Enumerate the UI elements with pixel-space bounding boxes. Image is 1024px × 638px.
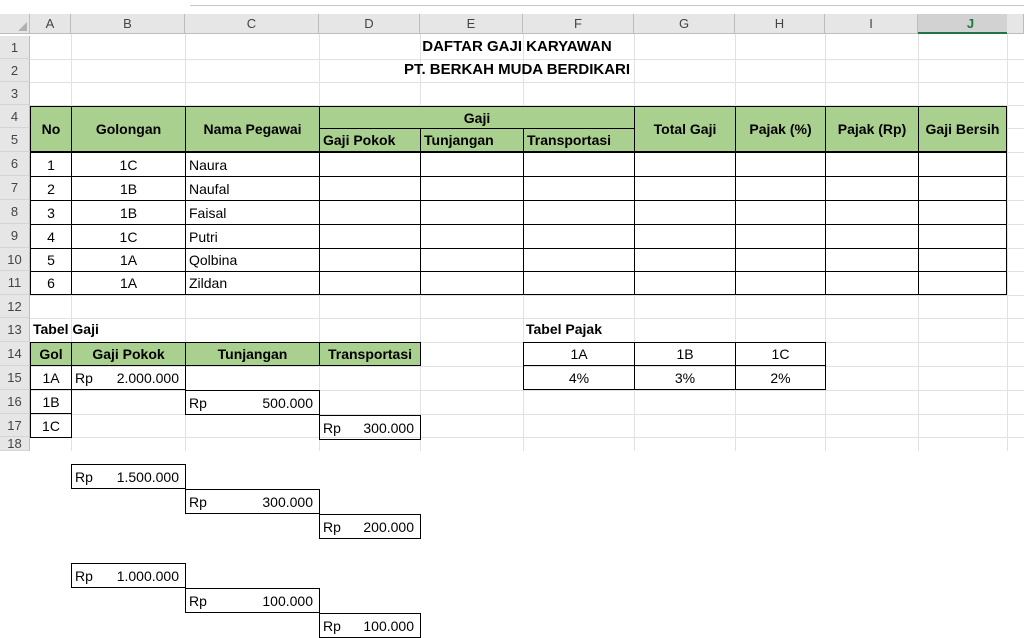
cell-tunjangan[interactable] [420,271,524,295]
cell-tunjangan[interactable] [420,152,524,177]
cell-total-gaji[interactable] [634,200,736,225]
row-header-4[interactable]: 4 [0,105,30,128]
cell-gaji-bersih[interactable] [918,176,1007,201]
tabel-gaji-header-gaji-pokok[interactable]: Gaji Pokok [71,342,186,366]
row-header-2[interactable]: 2 [0,59,30,82]
cell-transportasi[interactable] [523,224,635,249]
row-header-13[interactable]: 13 [0,318,30,342]
cell-nama-pegawai[interactable]: Naufal [185,176,320,201]
tabel-pajak-rate[interactable]: 3% [634,365,736,390]
row-header-16[interactable]: 16 [0,390,30,414]
cell-nama-pegawai[interactable]: Faisal [185,200,320,225]
tabel-gaji-header-gol[interactable]: Gol [30,342,72,366]
cell-pajak-rp[interactable] [825,176,919,201]
row-header-14[interactable]: 14 [0,342,30,366]
column-header-filler [1007,14,1024,34]
cell-nama-pegawai[interactable]: Naura [185,152,320,177]
amount-value: 100.000 [363,617,414,634]
amount-value: 1.000.000 [116,567,179,584]
cell-gaji-bersih[interactable] [918,152,1007,177]
header-golongan[interactable]: Golongan [71,106,186,152]
tabel-gaji-cell-gol[interactable]: 1A [30,365,72,390]
cell-transportasi[interactable] [523,248,635,272]
cell-tunjangan[interactable] [420,248,524,272]
header-gaji-pokok[interactable]: Gaji Pokok [319,128,421,152]
select-all-triangle-icon [18,22,27,31]
column-header-f[interactable]: F [523,14,634,34]
row-header-1[interactable]: 1 [0,36,30,59]
cell-no[interactable]: 1 [30,152,72,177]
cell-pajak-rp[interactable] [825,248,919,272]
cell-pajak-rp[interactable] [825,271,919,295]
cell-transportasi[interactable] [523,176,635,201]
tabel-gaji-cell-transportasi[interactable] [319,514,421,539]
cell-gaji-bersih[interactable] [918,224,1007,249]
column-header-d[interactable]: D [319,14,420,34]
row-header-17[interactable]: 17 [0,414,30,437]
currency-label: Rp [75,468,93,485]
cell-golongan[interactable]: 1A [71,248,186,272]
header-gaji-bersih[interactable]: Gaji Bersih [918,106,1007,152]
tabel-gaji-cell-gol[interactable]: 1C [30,413,72,438]
tabel-gaji-header-tunjangan[interactable]: Tunjangan [185,342,320,366]
row-header-10[interactable]: 10 [0,248,30,271]
tabel-gaji-cell-tunjangan[interactable] [185,390,320,415]
cell-pajak-rp[interactable] [825,200,919,225]
column-header-e[interactable]: E [420,14,523,34]
cell-nama-pegawai[interactable]: Zildan [185,271,320,295]
cell-pajak-persen[interactable] [735,176,826,201]
cell-golongan[interactable]: 1B [71,200,186,225]
cell-gaji-pokok[interactable] [319,200,421,225]
cell-total-gaji[interactable] [634,248,736,272]
column-header-g[interactable]: G [634,14,735,34]
header-no[interactable]: No [30,106,72,152]
amount-value: 500.000 [262,394,313,411]
grid-row-line [30,390,1024,391]
cell-tunjangan[interactable] [420,176,524,201]
cell-nama-pegawai[interactable]: Putri [185,224,320,249]
header-gaji[interactable]: Gaji [319,106,635,129]
cell-pajak-rp[interactable] [825,224,919,249]
row-header-9[interactable]: 9 [0,224,30,248]
tabel-gaji-cell-tunjangan[interactable] [185,489,320,514]
row-header-7[interactable]: 7 [0,176,30,200]
tabel-gaji-cell-gol[interactable]: 1B [30,389,72,414]
amount-value: 2.000.000 [116,369,179,386]
cell-gaji-pokok[interactable] [319,271,421,295]
header-nama-pegawai[interactable]: Nama Pegawai [185,106,320,152]
amount-value: 300.000 [363,419,414,436]
tabel-gaji-cell-transportasi[interactable] [319,415,421,440]
cell-nama-pegawai[interactable]: Qolbina [185,248,320,272]
tabel-pajak-rate[interactable]: 4% [523,365,635,390]
cell-pajak-persen[interactable] [735,152,826,177]
header-tunjangan[interactable]: Tunjangan [420,128,524,152]
header-transportasi[interactable]: Transportasi [523,128,635,152]
tabel-gaji-cell-transportasi[interactable] [319,613,421,638]
cell-no[interactable]: 2 [30,176,72,201]
currency-label: Rp [323,617,341,634]
row-header-11[interactable]: 11 [0,271,30,295]
cell-golongan[interactable]: 1A [71,271,186,295]
cell-gaji-pokok[interactable] [319,248,421,272]
cell-golongan[interactable]: 1C [71,224,186,249]
grid-col-line [1007,34,1008,451]
cell-gaji-pokok[interactable] [319,224,421,249]
tabel-pajak-gol-1a[interactable]: 1A [523,342,635,366]
cell-tunjangan[interactable] [420,224,524,249]
tabel-pajak-gol-1b[interactable]: 1B [634,342,736,366]
select-all-corner[interactable] [0,14,30,34]
cell-pajak-rp[interactable] [825,152,919,177]
cell-total-gaji[interactable] [634,224,736,249]
row-header-5[interactable]: 5 [0,128,30,152]
tabel-gaji-cell-tunjangan[interactable] [185,588,320,613]
amount-value: 200.000 [363,518,414,535]
grid-row-line [30,82,1024,83]
cell-total-gaji[interactable] [634,152,736,177]
cell-gaji-bersih[interactable] [918,248,1007,272]
formula-bar[interactable] [190,0,1024,6]
column-header-h[interactable]: H [735,14,825,34]
amount-value: 100.000 [262,592,313,609]
column-header-i[interactable]: I [825,14,918,34]
grid-row-line [30,414,1024,415]
column-header-b[interactable]: B [71,14,185,34]
currency-label: Rp [189,394,207,411]
tabel-gaji-cell-gaji-pokok[interactable] [71,365,186,390]
sheet-title[interactable]: DAFTAR GAJI KARYAWAN [422,38,612,55]
tabel-gaji-cell-gaji-pokok[interactable] [71,563,186,588]
row-header-15[interactable]: 15 [0,366,30,390]
cell-transportasi[interactable] [523,200,635,225]
currency-label: Rp [323,518,341,535]
tabel-pajak-label[interactable]: Tabel Pajak [526,321,603,337]
cell-tunjangan[interactable] [420,200,524,225]
tabel-gaji-header-transportasi[interactable]: Transportasi [319,342,421,366]
cell-gaji-bersih[interactable] [918,200,1007,225]
cell-gaji-pokok[interactable] [319,152,421,177]
header-total-gaji[interactable]: Total Gaji [634,106,736,152]
row-header-12[interactable]: 12 [0,295,30,318]
header-pajak-rp[interactable]: Pajak (Rp) [825,106,919,152]
currency-label: Rp [75,567,93,584]
grid-row-line [30,437,1024,438]
row-header-18[interactable]: 18 [0,437,30,451]
row-header-6[interactable]: 6 [0,152,30,176]
tabel-pajak-gol-1c[interactable]: 1C [735,342,826,366]
currency-label: Rp [323,419,341,436]
tabel-gaji-label[interactable]: Tabel Gaji [33,321,99,337]
sheet-subtitle[interactable]: PT. BERKAH MUDA BERDIKARI [403,61,631,78]
cell-no[interactable]: 6 [30,271,72,295]
cell-pajak-persen[interactable] [735,224,826,249]
row-header-3[interactable]: 3 [0,82,30,105]
column-header-a[interactable]: A [30,14,71,34]
cell-pajak-persen[interactable] [735,248,826,272]
row-header-8[interactable]: 8 [0,200,30,224]
cell-transportasi[interactable] [523,152,635,177]
currency-label: Rp [75,369,93,386]
cell-pajak-persen[interactable] [735,200,826,225]
cell-total-gaji[interactable] [634,176,736,201]
cell-gaji-bersih[interactable] [918,271,1007,295]
tabel-gaji-cell-gaji-pokok[interactable] [71,464,186,489]
cell-total-gaji[interactable] [634,271,736,295]
cell-pajak-persen[interactable] [735,271,826,295]
tabel-pajak-rate[interactable]: 2% [735,365,826,390]
header-pajak-persen[interactable]: Pajak (%) [735,106,826,152]
amount-value: 1.500.000 [116,468,179,485]
cell-gaji-pokok[interactable] [319,176,421,201]
cell-transportasi[interactable] [523,271,635,295]
currency-label: Rp [189,493,207,510]
grid-row-line [30,295,1024,296]
currency-label: Rp [189,592,207,609]
cell-no[interactable]: 5 [30,248,72,272]
cell-golongan[interactable]: 1B [71,176,186,201]
amount-value: 300.000 [262,493,313,510]
column-header-j[interactable]: J [918,14,1024,34]
column-header-c[interactable]: C [185,14,319,34]
cell-no[interactable]: 4 [30,224,72,249]
cell-no[interactable]: 3 [30,200,72,225]
cell-golongan[interactable]: 1C [71,152,186,177]
